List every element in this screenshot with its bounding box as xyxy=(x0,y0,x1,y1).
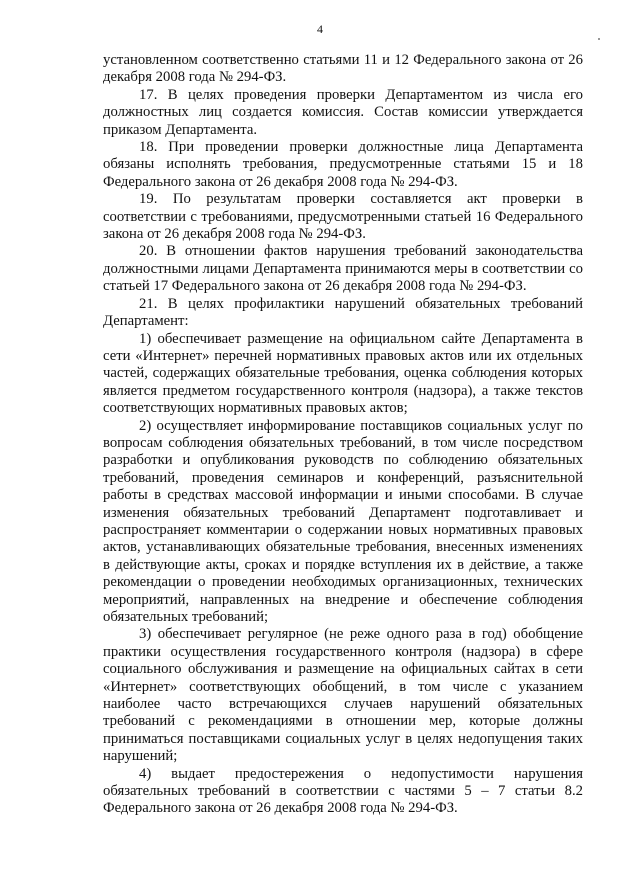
paragraph-21-item-2: 2) осуществляет информирование поставщиков социальных услуг по вопросам соблюдения обязательных требований, в том числе посредством разработки и опубликования руководств по соблюдению обязательных требований, проведения семинаров и конференций, разъяснительной работы в средствах массовой информации и иными способами. В случае изменения обязательных требований Департамент подготавливает и распространяет комментарии о содержании новых нормативных правовых актов, устанавливающих обязательные требования, внесенных изменениях в действующие акты, сроках и порядке вступления их в действие, а также рекомендации о проведении необходимых организационных, технических мероприятий, направленных на внедрение и обеспечение соблюдения обязательных требований; xyxy=(103,417,583,625)
paragraph-21-item-1: 1) обеспечивает размещение на официальном сайте Департамента в сети «Интернет» перечней нормативных правовых актов или их отдельных частей, содержащих обязательные требования, оценка соблюдения которых является предметом государственного контроля (надзора), а также текстов соответствующих нормативных правовых актов; xyxy=(103,330,583,417)
paragraph-21-item-4: 4) выдает предостережения о недопустимости нарушения обязательных требований в соответствии с частями 5 – 7 статьи 8.2 Федерального закона от 26 декабря 2008 года № 294-ФЗ. xyxy=(103,765,583,817)
scan-speck xyxy=(598,38,600,40)
paragraph-19: 19. По результатам проверки составляется акт проверки в соответствии с требованиями, предусмотренными статьей 16 Федерального закона от 26 декабря 2008 года № 294-ФЗ. xyxy=(103,191,583,243)
document-body xyxy=(103,52,583,818)
paragraph-17: 17. В целях проведения проверки Департаментом из числа его должностных лиц создается комиссия. Состав комиссии утверждается приказом Департамента. xyxy=(103,86,583,138)
paragraph-21: 21. В целях профилактики нарушений обязательных требований Департамент: xyxy=(103,295,583,330)
paragraph-20: 20. В отношении фактов нарушения требований законодательства должностными лицами Департамента принимаются меры в соответствии со статьей 17 Федерального закона от 26 декабря 2008 года № 294-ФЗ. xyxy=(103,243,583,295)
paragraph-21-item-3: 3) обеспечивает регулярное (не реже одного раза в год) обобщение практики осуществления государственного контроля (надзора) в сфере социального обслуживания и размещение на официальных сайтах в сети «Интернет» соответствующих обобщений, в том числе с указанием наиболее часто встречающихся случаев нарушений обязательных требований с рекомендациями в отношении мер, которые должны приниматься поставщиками социальных услуг в целях недопущения таких нарушений; xyxy=(103,626,583,765)
paragraph-continuation: установленном соответственно статьями 11 и 12 Федерального закона от 26 декабря 2008 года № 294-ФЗ. xyxy=(103,52,583,86)
page-number: 4 xyxy=(317,22,323,36)
paragraph-18: 18. При проведении проверки должностные лица Департамента обязаны исполнять требования, предусмотренные статьями 15 и 18 Федерального закона от 26 декабря 2008 года № 294-ФЗ. xyxy=(103,139,583,190)
